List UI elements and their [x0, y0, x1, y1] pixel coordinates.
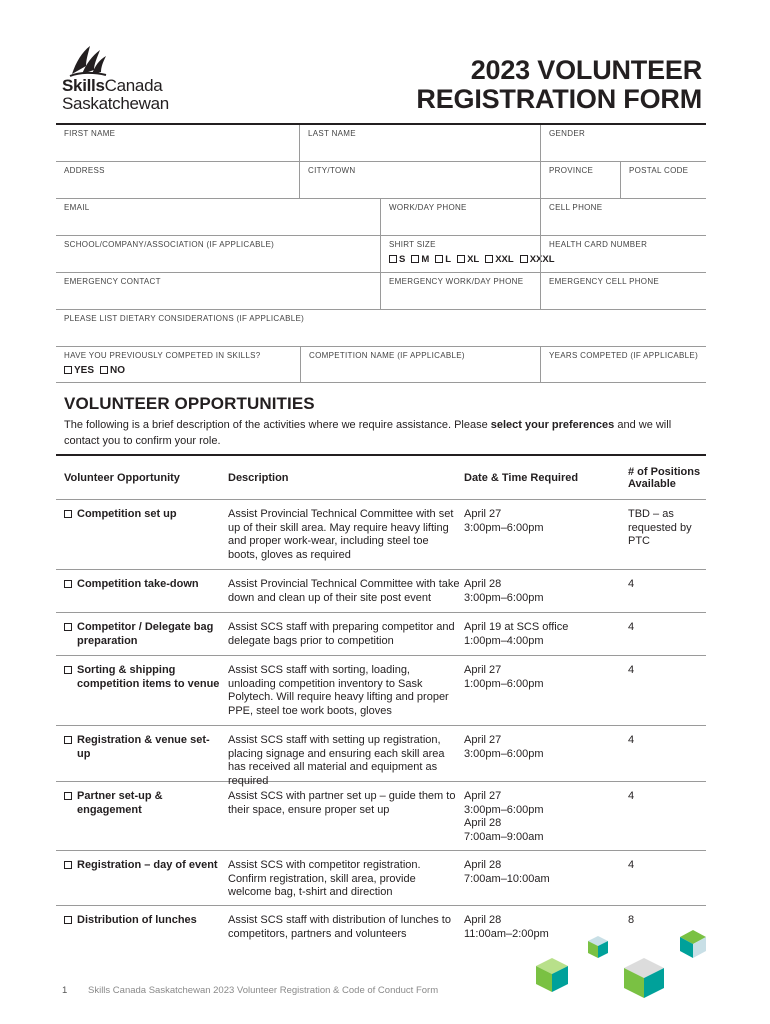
date-line: 7:00am–10:00am [464, 872, 550, 885]
city-field[interactable] [299, 162, 540, 198]
opportunity-date [460, 508, 618, 569]
gender-field[interactable] [540, 125, 706, 161]
header-date: Date & Time Required [464, 471, 579, 484]
shirt-size-m-option[interactable]: M [411, 254, 429, 265]
school-label: SCHOOL/COMPANY/ASSOCIATION (IF APPLICABLE) [64, 240, 275, 249]
form-title-line2: REGISTRATION FORM [416, 84, 702, 114]
date-line: April 28 [464, 578, 502, 590]
emergency-work-phone-label: EMERGENCY WORK/DAY PHONE [389, 277, 524, 286]
opportunity-option[interactable] [64, 859, 220, 873]
opportunity-date [460, 664, 618, 725]
date-line: 11:00am–2:00pm [464, 927, 549, 940]
logo-line1: SkillsCanada [62, 76, 163, 95]
table-row [56, 613, 706, 656]
date-line: April 27 [464, 734, 502, 746]
opportunity-option[interactable] [64, 508, 220, 522]
opportunity-positions: 8 [628, 914, 635, 926]
checkbox-icon [485, 255, 493, 263]
date-line: 3:00pm–6:00pm [464, 803, 544, 816]
shirt-size-l-option[interactable]: L [435, 254, 451, 265]
table-row [56, 851, 706, 906]
opportunities-table [56, 454, 706, 941]
last-name-label: LAST NAME [308, 129, 356, 138]
years-competed-label: YEARS COMPETED (IF APPLICABLE) [549, 351, 699, 360]
shirt-size-s-option[interactable]: S [389, 254, 405, 265]
opportunity-name: Registration – day of event [77, 859, 218, 871]
no-option[interactable]: NO [100, 365, 125, 376]
city-label: CITY/TOWN [308, 166, 356, 175]
address-label: ADDRESS [64, 166, 105, 175]
shirt-size-xl-option[interactable]: XL [457, 254, 479, 265]
date-line: April 19 at SCS office [464, 621, 569, 633]
checkbox-icon [64, 623, 72, 631]
table-row [56, 500, 706, 570]
opportunity-date [460, 734, 618, 781]
gender-label: GENDER [549, 129, 586, 138]
opportunity-description: Assist SCS with partner set up – guide them to their space, ensure proper set up [228, 790, 456, 816]
checkbox-icon [457, 255, 465, 263]
opportunity-date [460, 859, 618, 905]
opportunity-name: Competitor / Delegate bag preparation [77, 621, 214, 647]
date-line: April 27 [464, 508, 502, 520]
table-row [56, 570, 706, 613]
last-name-field[interactable] [299, 125, 540, 161]
shirt-size-field [380, 236, 555, 272]
province-field[interactable] [540, 162, 620, 198]
opportunity-option[interactable] [64, 914, 220, 928]
opportunity-name: Distribution of lunches [77, 914, 197, 926]
opportunity-name: Registration & venue set-up [77, 734, 210, 760]
opportunity-option[interactable] [64, 621, 220, 648]
opportunity-description: Assist Provincial Technical Committee with take down and clean up of their site post event [228, 578, 460, 604]
date-line: April 28 [464, 817, 502, 829]
opportunity-name: Competition set up [77, 508, 177, 520]
logo-line2: Saskatchewan [62, 94, 169, 113]
opportunity-positions: 4 [628, 734, 635, 746]
table-row [56, 782, 706, 851]
table-top-rule [56, 454, 706, 456]
shirt-size-xxl-option[interactable]: XXL [485, 254, 513, 265]
opportunity-option[interactable] [64, 734, 220, 761]
checkbox-icon [64, 916, 72, 924]
health-card-label: HEALTH CARD NUMBER [549, 240, 648, 249]
opportunity-description: Assist SCS staff with setting up registration, placing signage and ensuring each skill area has received all material and equipment as required [228, 734, 445, 787]
date-line: 3:00pm–6:00pm [464, 747, 544, 760]
form-title-line1: 2023 VOLUNTEER [470, 55, 702, 85]
shirt-size-xxxl-option[interactable]: XXXL [520, 254, 555, 265]
shirt-size-options [389, 254, 555, 265]
yes-option[interactable]: YES [64, 365, 94, 376]
skills-canada-logo [62, 44, 172, 114]
checkbox-icon [64, 792, 72, 800]
cell-phone-label: CELL PHONE [549, 203, 603, 212]
table-body [56, 500, 706, 941]
opportunity-name: Competition take-down [77, 578, 199, 590]
email-field[interactable] [56, 199, 380, 235]
date-line: 1:00pm–6:00pm [464, 677, 544, 690]
opportunity-name: Sorting & shipping competition items to venue [77, 664, 220, 690]
opportunity-positions: TBD – as requested by PTC [628, 508, 692, 547]
opportunities-intro: The following is a brief description of the activities where we require assistance. Please select your preferences and we will contact you to confirm your role. [64, 419, 672, 447]
opportunity-date [460, 621, 618, 655]
header-opportunity: Volunteer Opportunity [64, 471, 180, 484]
emergency-contact-field[interactable] [56, 273, 380, 309]
opportunities-title: VOLUNTEER OPPORTUNITIES [64, 394, 315, 413]
date-line: 3:00pm–6:00pm [464, 521, 544, 534]
first-name-field[interactable] [56, 125, 299, 161]
opportunity-option[interactable] [64, 664, 220, 691]
opportunity-date [460, 578, 618, 612]
emergency-cell-phone-label: EMERGENCY CELL PHONE [549, 277, 660, 286]
address-field[interactable] [56, 162, 299, 198]
checkbox-icon [64, 580, 72, 588]
opportunity-description: Assist Provincial Technical Committee with set up of their skill area. May require heavy lifting and proper work-wear, including steel toe boots, gloves as required [228, 508, 454, 561]
opportunity-option[interactable] [64, 790, 220, 817]
health-card-field[interactable] [540, 236, 706, 272]
opportunity-positions: 4 [628, 859, 635, 871]
first-name-label: FIRST NAME [64, 129, 116, 138]
competition-name-field[interactable] [300, 347, 540, 382]
checkbox-icon [389, 255, 397, 263]
checkbox-icon [64, 736, 72, 744]
opportunity-positions: 4 [628, 790, 635, 802]
opportunity-name: Partner set-up & engagement [77, 790, 163, 816]
shirt-size-label: SHIRT SIZE [389, 240, 436, 249]
postal-code-label: POSTAL CODE [629, 166, 689, 175]
province-label: PROVINCE [549, 166, 594, 175]
header-description: Description [228, 471, 289, 484]
work-phone-field[interactable] [380, 199, 540, 235]
cell-phone-field[interactable] [540, 199, 706, 235]
table-row [56, 656, 706, 726]
opportunity-description: Assist SCS staff with distribution of lunches to competitors, partners and volunteers [228, 914, 451, 940]
postal-code-field[interactable] [620, 162, 706, 198]
previously-competed-options [64, 365, 300, 376]
decorative-cubes-icon [530, 926, 730, 998]
form-title [416, 56, 702, 114]
table-header [56, 456, 706, 500]
dietary-label: PLEASE LIST DIETARY CONSIDERATIONS (IF APPLICABLE) [64, 314, 305, 323]
opportunity-date [460, 790, 618, 850]
previously-competed-label: HAVE YOU PREVIOUSLY COMPETED IN SKILLS? [64, 351, 261, 360]
opportunity-description: Assist SCS with competitor registration. Confirm registration, skill area, provide welcome bag, t-shirt and direction [228, 859, 421, 898]
school-field[interactable] [56, 236, 380, 272]
date-line: 1:00pm–4:00pm [464, 634, 544, 647]
email-label: EMAIL [64, 203, 90, 212]
emergency-cell-phone-field[interactable] [540, 273, 706, 309]
opportunity-positions: 4 [628, 578, 635, 590]
emergency-work-phone-field[interactable] [380, 273, 540, 309]
work-phone-label: WORK/DAY PHONE [389, 203, 467, 212]
header-positions: # of Positions Available [628, 465, 701, 490]
years-competed-field[interactable] [540, 347, 706, 382]
page-number: 1 [62, 985, 68, 996]
date-line: April 28 [464, 914, 502, 926]
opportunity-option[interactable] [64, 578, 220, 592]
opportunity-description: Assist SCS staff with preparing competitor and delegate bags prior to competition [228, 621, 455, 647]
checkbox-icon [100, 366, 108, 374]
checkbox-icon [64, 861, 72, 869]
table-row [56, 726, 706, 787]
checkbox-icon [64, 666, 72, 674]
date-line: April 27 [464, 790, 502, 802]
footer-text: Skills Canada Saskatchewan 2023 Volunteer Registration & Code of Conduct Form [88, 985, 439, 996]
opportunity-positions: 4 [628, 621, 635, 633]
opportunity-description: Assist SCS staff with sorting, loading, unloading competition inventory to Sask Polytech. Will require heavy lifting and proper PPE, steel toe work boots, gloves [228, 664, 449, 717]
checkbox-icon [411, 255, 419, 263]
date-line: April 27 [464, 664, 502, 676]
checkbox-icon [435, 255, 443, 263]
emergency-contact-label: EMERGENCY CONTACT [64, 277, 161, 286]
checkbox-icon [64, 366, 72, 374]
date-line: April 28 [464, 859, 502, 871]
date-line: 7:00am–9:00am [464, 830, 544, 843]
personal-info-form [56, 125, 706, 383]
competition-name-label: COMPETITION NAME (IF APPLICABLE) [309, 351, 465, 360]
checkbox-icon [520, 255, 528, 263]
dietary-field[interactable] [56, 310, 706, 346]
checkbox-icon [64, 510, 72, 518]
opportunity-positions: 4 [628, 664, 635, 676]
date-line: 3:00pm–6:00pm [464, 591, 544, 604]
hands-logo-icon [68, 44, 108, 78]
previously-competed-field [56, 347, 300, 382]
